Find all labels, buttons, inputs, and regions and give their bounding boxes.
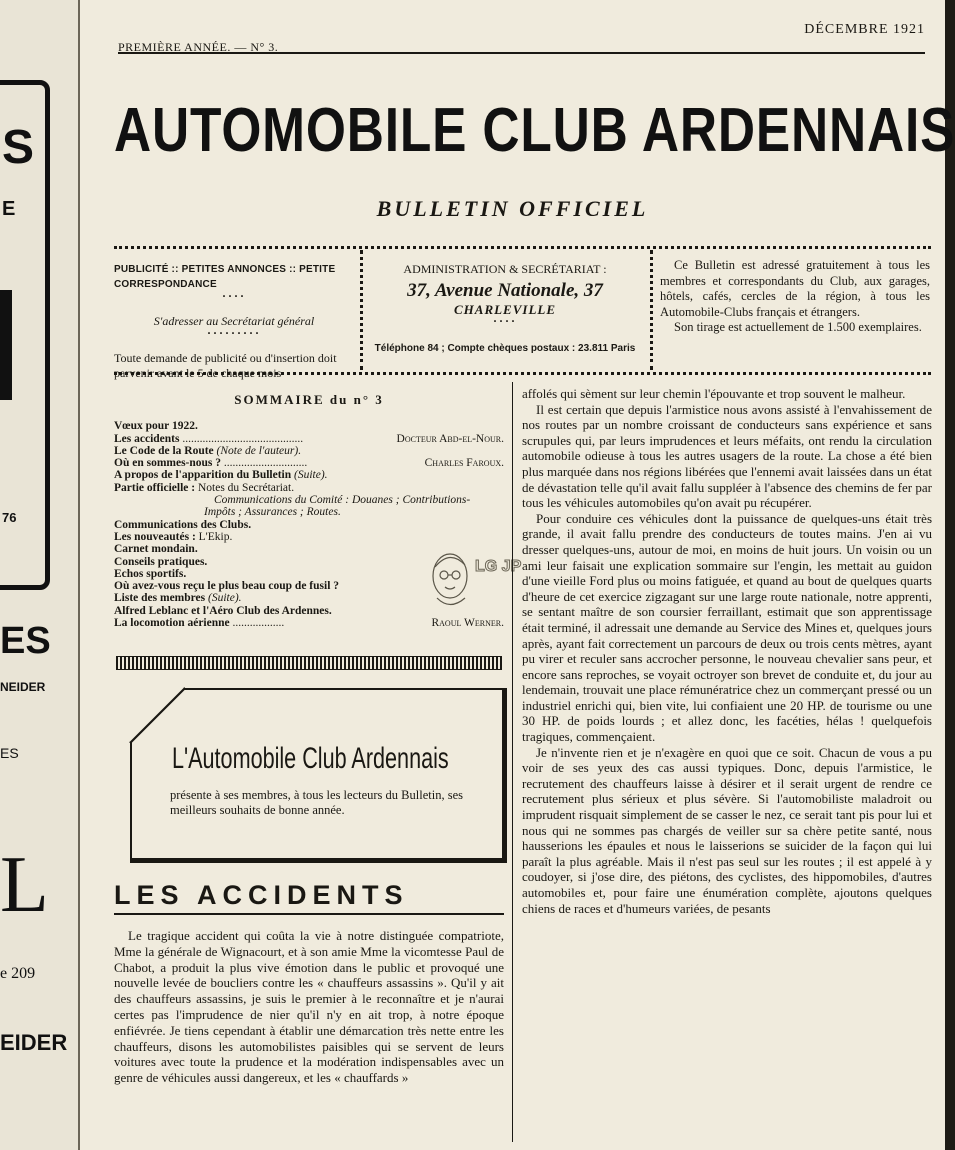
- fragment-text: ES: [0, 620, 51, 662]
- fragment-text: S: [2, 121, 35, 174]
- ads-column: [114, 262, 354, 381]
- admin-address: 37, Avenue Nationale, 37: [407, 280, 603, 301]
- ads-deadline: Toute demande de publicité ou d'insertion doit parvenir avant le 5 de chaque mois: [114, 351, 337, 380]
- watermark-portrait: [425, 543, 522, 611]
- article-title: LES ACCIDENTS: [114, 880, 504, 915]
- fragment-block: [0, 290, 12, 400]
- toc-title-text: Vœux pour 1922.: [114, 420, 198, 433]
- greeting-title: L'Automobile Club Ardennais: [172, 742, 449, 775]
- fragment-text: L: [0, 841, 49, 929]
- admin-heading: ADMINISTRATION & SECRÉTARIAT :: [403, 262, 607, 276]
- toc-title-text: Où en sommes-nous ?: [114, 457, 222, 470]
- left-page-fragment: [0, 0, 80, 1150]
- toc-title-text: Les nouveautés :: [114, 530, 196, 543]
- greeting-text: présente à ses membres, à tous les lecteurs du Bulletin, ses meilleurs souhaits de bonne année.: [170, 788, 463, 817]
- toc-title-text: Echos sportifs.: [114, 567, 187, 580]
- notice-circulation: Son tirage est actuellement de 1.500 exemplaires.: [674, 320, 922, 334]
- admin-phone: Téléphone 84 ; Compte chèques postaux : 23.811 Paris: [374, 343, 636, 354]
- toc-title-text: Le Code de la Route: [114, 444, 214, 457]
- toc-author: Charles Faroux.: [421, 457, 504, 469]
- ornament: ····: [221, 289, 246, 303]
- article-paragraph: Pour conduire ces véhicules dont la puissance de quelques-uns était très grande, il avait fallu prendre des conducteurs de toutes mains. J'en ai vu dresser quelques-uns, autour de moi, en moins de huit jours. Un voisin ou un ami leur faisait une explication sommaire sur l'engin, les mettait au guidon d'une vieille Ford plus ou moins fatiguée, et quand au bout de quelques quarts d'heure de cet exercice zigzagant sur une large route nationale, notre apprenti, se sentant maître de son coursier ferraillant, estimait que son apprentissage était terminé, il adressait une demande au Service des Mines et, quelques jours après, ayant fait correctement un parcours de deux ou trois cents mètres, ayant pu virer et reculer sans accrocher personne, le nouveau chevalier sans peur, et encore sans reproches, se voyait octroyer son brevet de conduite et, du jour au lendemain, trouvait une place rémunératrice chez un commerçant pressé ou un industriel enrichi qui, bien vite, lui confiaient une 20 HP. de tourisme ou une 30 HP. de poids lourds ; et allez donc, les facéties, hélas ! quelquefois tragiques, commençaient.: [522, 510, 932, 745]
- toc-author: Docteur Abd-el-Nour.: [393, 433, 504, 445]
- toc-item: [114, 482, 504, 494]
- dotted-divider: [360, 250, 363, 370]
- notice-text: Ce Bulletin est adressé gratuitement à tous les membres et correspondants du Club, aux garages, hôtels, cafés, cercles de la région, à tous les Automobile-Clubs français et étrangers.: [660, 258, 930, 319]
- toc-title-text: Communications des Clubs.: [114, 518, 252, 531]
- toc-title-text: A propos de l'apparition du Bulletin: [114, 469, 292, 482]
- toc-note: (Suite).: [208, 592, 242, 605]
- toc-note: ..................: [232, 617, 285, 630]
- article-paragraph: Je n'invente rien et je n'exagère en quoi que ce soit. Chacun de vous a pu voir de ses yeux des cas aussi typiques. Donc, depuis l'armistice, le recrutement des chauffeurs laisse à désirer et il serait urgent de rendre ce recrutement plus sérieux et plus sévère. Si l'automobiliste maladroit ou imprudent risquait simplement de se casser le nez, ce serait tant pis pour lui et nous qui ne sommes pas chargés de veiller sur sa chère petite santé, nous hausserions les épaules et nous le laisserions se suicider de la façon qui lui paraît la plus agréable. Mais il n'est pas seul sur les routes ; il est appelé à y coudoyer, si j'ose dire, des piétons, des cyclistes, des hippomobiles, d'autres automobiles et, pour faire une énumération complète, ajoutons quelques chiens de races et d'humeurs variées, de pesants: [522, 744, 932, 916]
- toc-title: SOMMAIRE du n° 3: [234, 392, 384, 407]
- article-paragraph: affolés qui sèment sur leur chemin l'épouvante et trop souvent le malheur.: [522, 386, 906, 401]
- toc-note: Notes du Secrétariat.: [197, 481, 295, 494]
- toc-title-text: Les accidents: [114, 432, 180, 445]
- article-column-left: [114, 928, 504, 1086]
- toc-title-text: La locomotion aérienne: [114, 617, 230, 630]
- dotted-rule: [114, 246, 931, 249]
- issue-date: DÉCEMBRE 1921: [804, 22, 925, 37]
- ads-heading: PUBLICITÉ :: PETITES ANNONCES :: PETITE CORRESPONDANCE: [114, 264, 336, 290]
- issue-number: PREMIÈRE ANNÉE. — N° 3.: [118, 40, 279, 54]
- toc-title-text: Conseils pratiques.: [114, 555, 208, 568]
- admin-column: [370, 262, 640, 356]
- toc-note: (Note de l'auteur).: [216, 444, 302, 457]
- toc-item: [114, 519, 504, 531]
- article-paragraph: Le tragique accident qui coûta la vie à notre distinguée compatriote, Mme la générale de Wignacourt, et à son amie Mme la vicomtesse Paul de Chabot, a produit la plus vive émotion dans le public et provoqué une nouvelle levée de boucliers contre les « chauffeurs assassins ». Qu'il y ait des chauffeurs assassins, je suis le premier à le reconnaître et je n'aurai certes pas l'imprudence de nier qu'il n'y en ait trop, à notre époque enfiévrée. Je tiens cependant à établir une démarcation très nette entre les chauffeurs, disons les automobilistes paisibles qui se servent de leurs voitures avec toute la prudence et la modération indispensables avec un genre de véhicules aussi dangereux, et les « chauffards »: [114, 928, 504, 1086]
- toc-item: [114, 433, 504, 445]
- fragment-text: EIDER: [0, 1030, 68, 1055]
- masthead-subtitle: BULLETIN OFFICIEL: [376, 196, 649, 221]
- toc-subitem: Communications du Comité : Douanes ; Contributions-: [214, 494, 471, 507]
- admin-city: CHARLEVILLE: [453, 302, 557, 317]
- fragment-text: e 209: [0, 965, 36, 982]
- toc-item: [114, 469, 504, 481]
- toc-note: (Suite).: [294, 469, 328, 482]
- toc-title-text: Où avez-vous reçu le plus beau coup de fusil ?: [114, 580, 340, 593]
- bulletin-page: [80, 0, 955, 1150]
- fragment-text: ES: [0, 745, 19, 761]
- notice-column: [660, 258, 930, 336]
- column-rule: [512, 382, 513, 1142]
- toc-item: [114, 445, 504, 457]
- ornament: ····: [492, 314, 517, 328]
- toc-item: [114, 420, 504, 432]
- fragment-text: 76: [2, 510, 17, 525]
- greeting-card: [130, 688, 507, 863]
- ornament: ·········: [206, 326, 262, 340]
- toc-subitem: Impôts ; Assurances ; Routes.: [204, 506, 341, 519]
- toc-title-text: Alfred Leblanc et l'Aéro Club des Ardennes.: [114, 604, 332, 617]
- toc-note: .............................: [223, 457, 308, 470]
- toc-title-text: Carnet mondain.: [114, 543, 198, 556]
- toc-title-text: Partie officielle :: [114, 481, 196, 494]
- fragment-text: NEIDER: [0, 680, 46, 694]
- toc-item: [114, 457, 504, 469]
- toc-author: Raoul Werner.: [427, 617, 504, 629]
- toc-note: L'Ekip.: [198, 530, 233, 543]
- ads-contact: S'adresser au Secrétariat général: [153, 314, 315, 328]
- watermark-text: LG JP: [475, 558, 522, 575]
- dotted-divider: [650, 250, 653, 370]
- toc-title-text: Liste des membres: [114, 592, 206, 605]
- fragment-text: E: [2, 198, 16, 220]
- card-corner-fold: [130, 688, 190, 748]
- toc-note: ..........................................: [182, 432, 304, 445]
- toc-item: [114, 617, 504, 629]
- hatched-rule: [116, 656, 502, 670]
- top-rule: [118, 52, 925, 54]
- masthead-title: AUTOMOBILE CLUB ARDENNAIS: [114, 96, 955, 165]
- article-paragraph: Il est certain que depuis l'armistice nous avons assisté à l'envahissement de nos routes par un nombre croissant de conducteurs sans expérience et sans scrupules qui, par leurs imprudences et leurs méfaits, ont rendu la circulation automobile odieuse à tous les autres usagers de la route. La chose a été bien plus marquée dans nos régions libérées que l'ennemi avait laissées dans un état de dévastation telle qu'il avait fallu suppléer à l'absence des chemins de fer par tous les véhicules automobiles qu'on avait pu récupérer.: [522, 401, 932, 511]
- article-column-right: [522, 386, 932, 916]
- toc-item: [114, 531, 504, 543]
